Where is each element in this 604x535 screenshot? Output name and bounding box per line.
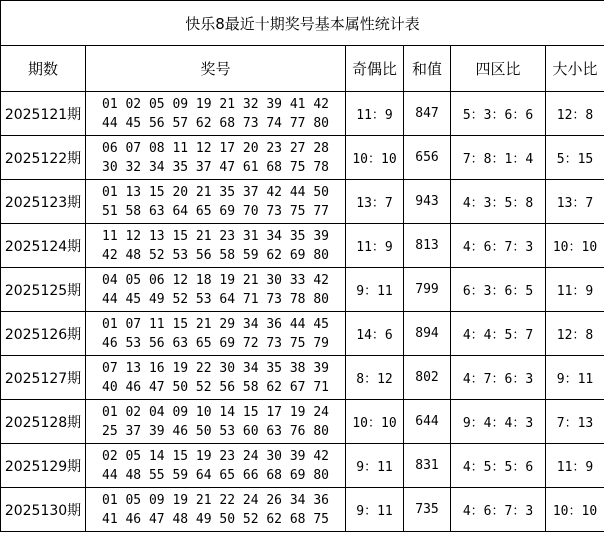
big-small-cell: 10：10 (546, 224, 604, 268)
numbers-cell (86, 268, 346, 312)
table-row (1, 92, 604, 136)
big-small-cell: 9：11 (546, 356, 604, 400)
numbers-cell (86, 400, 346, 444)
header-period: 期数 (1, 46, 86, 92)
numbers-line-1: 01 13 15 20 21 35 37 42 44 50 (102, 184, 329, 200)
zones-cell: 9：4：4：3 (451, 400, 546, 444)
numbers-line-2: 40 46 47 50 52 56 58 62 67 71 (102, 379, 329, 395)
odd-even-cell: 11：9 (346, 224, 404, 268)
odd-even-cell: 9：11 (346, 444, 404, 488)
table-row (1, 356, 604, 400)
period-cell: 2025127期 (1, 356, 86, 400)
numbers-line-2: 51 58 63 64 65 69 70 73 75 77 (102, 203, 329, 219)
numbers-line-1: 06 07 08 11 12 17 20 23 27 28 (102, 140, 329, 156)
period-cell: 2025125期 (1, 268, 86, 312)
sum-cell: 847 (404, 92, 451, 136)
numbers-line-2: 46 53 56 63 65 69 72 73 75 79 (102, 335, 329, 351)
numbers-line-1: 07 13 16 19 22 30 34 35 38 39 (102, 360, 329, 376)
period-cell: 2025121期 (1, 92, 86, 136)
header-row (1, 46, 604, 92)
numbers-line-2: 44 45 56 57 62 68 73 74 77 80 (102, 115, 329, 131)
odd-even-cell: 14：6 (346, 312, 404, 356)
table-row (1, 268, 604, 312)
numbers-line-1: 01 02 04 09 10 14 15 17 19 24 (102, 404, 329, 420)
sum-cell: 894 (404, 312, 451, 356)
numbers-line-2: 25 37 39 46 50 53 60 63 76 80 (102, 423, 329, 439)
numbers-cell (86, 180, 346, 224)
header-odd-even: 奇偶比 (346, 46, 404, 92)
header-big-small: 大小比 (546, 46, 604, 92)
period-cell: 2025122期 (1, 136, 86, 180)
big-small-cell: 11：9 (546, 444, 604, 488)
big-small-cell: 11：9 (546, 268, 604, 312)
numbers-cell (86, 312, 346, 356)
zones-cell: 4：6：7：3 (451, 488, 546, 532)
period-cell: 2025130期 (1, 488, 86, 532)
odd-even-cell: 10：10 (346, 136, 404, 180)
big-small-cell: 12：8 (546, 92, 604, 136)
odd-even-cell: 8：12 (346, 356, 404, 400)
sum-cell: 943 (404, 180, 451, 224)
big-small-cell: 5：15 (546, 136, 604, 180)
zones-cell: 4：5：5：6 (451, 444, 546, 488)
table-row (1, 180, 604, 224)
table-row (1, 488, 604, 532)
table-row (1, 312, 604, 356)
numbers-cell (86, 356, 346, 400)
odd-even-cell: 13：7 (346, 180, 404, 224)
numbers-line-2: 44 48 55 59 64 65 66 68 69 80 (102, 467, 329, 483)
zones-cell: 7：8：1：4 (451, 136, 546, 180)
numbers-line-1: 04 05 06 12 18 19 21 30 33 42 (102, 272, 329, 288)
sum-cell: 802 (404, 356, 451, 400)
big-small-cell: 13：7 (546, 180, 604, 224)
period-cell: 2025123期 (1, 180, 86, 224)
sum-cell: 656 (404, 136, 451, 180)
period-cell: 2025129期 (1, 444, 86, 488)
numbers-line-2: 41 46 47 48 49 50 52 62 68 75 (102, 511, 329, 527)
header-sum: 和值 (404, 46, 451, 92)
odd-even-cell: 10：10 (346, 400, 404, 444)
numbers-line-2: 30 32 34 35 37 47 61 68 75 78 (102, 159, 329, 175)
sum-cell: 813 (404, 224, 451, 268)
numbers-cell (86, 488, 346, 532)
numbers-cell (86, 224, 346, 268)
numbers-cell (86, 444, 346, 488)
numbers-line-1: 01 07 11 15 21 29 34 36 44 45 (102, 316, 329, 332)
sum-cell: 831 (404, 444, 451, 488)
table-row (1, 224, 604, 268)
sum-cell: 799 (404, 268, 451, 312)
period-cell: 2025128期 (1, 400, 86, 444)
period-cell: 2025124期 (1, 224, 86, 268)
table-title: 快乐8最近十期奖号基本属性统计表 (1, 1, 604, 46)
zones-cell: 6：3：6：5 (451, 268, 546, 312)
header-zones: 四区比 (451, 46, 546, 92)
numbers-line-1: 11 12 13 15 21 23 31 34 35 39 (102, 228, 329, 244)
sum-cell: 644 (404, 400, 451, 444)
zones-cell: 5：3：6：6 (451, 92, 546, 136)
odd-even-cell: 9：11 (346, 488, 404, 532)
numbers-line-1: 01 02 05 09 19 21 32 39 41 42 (102, 96, 329, 112)
big-small-cell: 10：10 (546, 488, 604, 532)
table-row (1, 136, 604, 180)
table-row (1, 444, 604, 488)
zones-cell: 4：4：5：7 (451, 312, 546, 356)
numbers-line-2: 42 48 52 53 56 58 59 62 69 80 (102, 247, 329, 263)
header-numbers: 奖号 (86, 46, 346, 92)
odd-even-cell: 9：11 (346, 268, 404, 312)
table-row (1, 400, 604, 444)
zones-cell: 4：6：7：3 (451, 224, 546, 268)
period-cell: 2025126期 (1, 312, 86, 356)
numbers-cell (86, 92, 346, 136)
big-small-cell: 12：8 (546, 312, 604, 356)
zones-cell: 4：3：5：8 (451, 180, 546, 224)
numbers-cell (86, 136, 346, 180)
zones-cell: 4：7：6：3 (451, 356, 546, 400)
big-small-cell: 7：13 (546, 400, 604, 444)
numbers-line-1: 02 05 14 15 19 23 24 30 39 42 (102, 448, 329, 464)
odd-even-cell: 11：9 (346, 92, 404, 136)
numbers-line-1: 01 05 09 19 21 22 24 26 34 36 (102, 492, 329, 508)
sum-cell: 735 (404, 488, 451, 532)
numbers-line-2: 44 45 49 52 53 64 71 73 78 80 (102, 291, 329, 307)
